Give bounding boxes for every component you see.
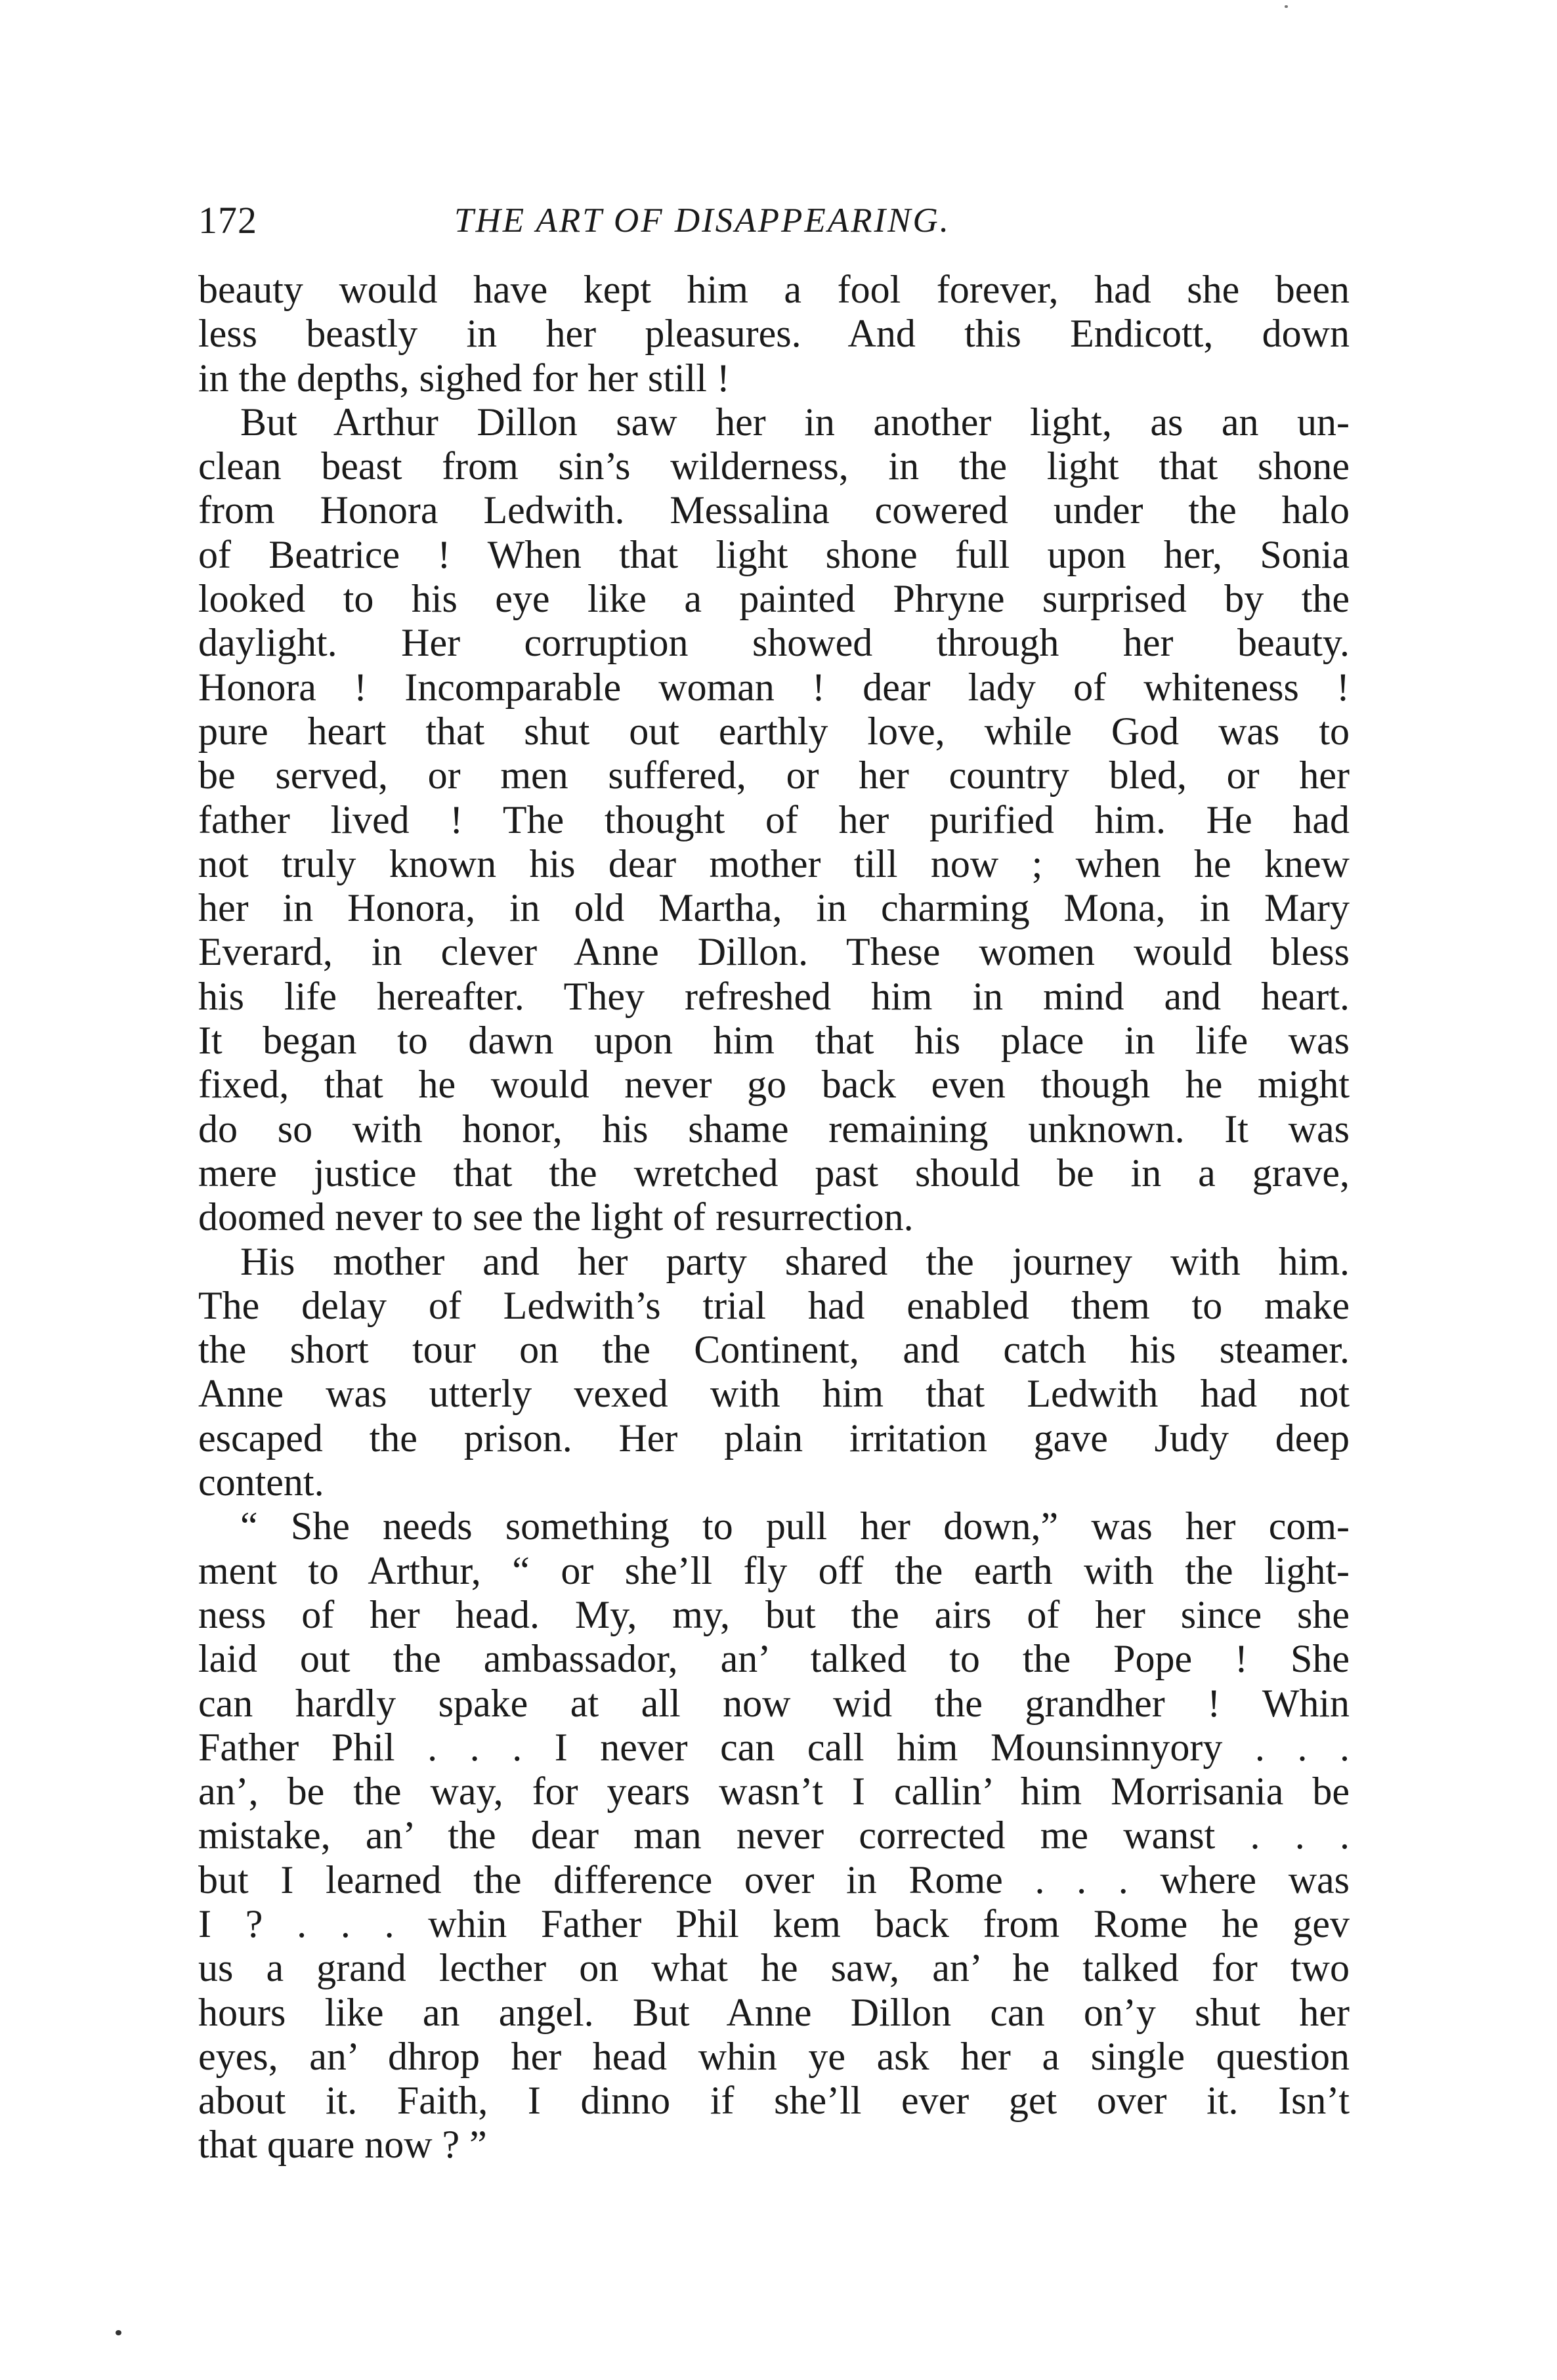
text-line: His mother and her party shared the journey with him. (240, 1239, 1350, 1283)
running-head (198, 194, 1350, 247)
text-line: that quare now ? ” (198, 2123, 487, 2167)
text-line: It began to dawn upon him that his place in life was (198, 1019, 1350, 1063)
text-line: ness of her head. My, my, but the airs of her since she (198, 1592, 1350, 1636)
text-line: Father Phil . . . I never can call him Mounsinnyory . . . (198, 1725, 1350, 1769)
text-line: eyes, an’ dhrop her head whin ye ask her a single question (198, 2034, 1350, 2078)
text-line: about it. Faith, I dinno if she’ll ever get over it. Isn’t (198, 2079, 1350, 2123)
print-speck (1285, 5, 1288, 8)
text-line: from Honora Ledwith. Messalina cowered under the halo (198, 488, 1350, 532)
text-line: his life hereafter. They refreshed him in mind and heart. (198, 974, 1350, 1018)
text-line: doomed never to see the light of resurrection. (198, 1195, 914, 1239)
page-number: 172 (198, 199, 257, 242)
text-line: daylight. Her corruption showed through her beauty. (198, 621, 1350, 665)
body-text (198, 268, 1350, 2167)
text-line: less beastly in her pleasures. And this Endicott, down (198, 312, 1350, 356)
text-line: Anne was utterly vexed with him that Ledwith had not (198, 1372, 1350, 1416)
text-line: do so with honor, his shame remaining unknown. It was (198, 1107, 1350, 1151)
text-line: clean beast from sin’s wilderness, in the light that shone (198, 444, 1350, 488)
text-line: the short tour on the Continent, and catch his steamer. (198, 1328, 1350, 1372)
text-line: us a grand lecther on what he saw, an’ he talked for two (198, 1946, 1350, 1990)
text-line: an’, be the way, for years wasn’t I callin’ him Morrisania be (198, 1770, 1350, 1814)
text-line: mere justice that the wretched past should be in a grave, (198, 1151, 1350, 1195)
text-line: be served, or men suffered, or her country bled, or her (198, 754, 1350, 797)
text-line: content. (198, 1460, 324, 1504)
text-line: father lived ! The thought of her purified him. He had (198, 797, 1350, 841)
text-line: beauty would have kept him a fool forever, had she been (198, 268, 1350, 311)
text-line: Everard, in clever Anne Dillon. These women would bless (198, 930, 1350, 974)
text-line: but I learned the difference over in Rome . . . where was (198, 1858, 1350, 1902)
text-line: hours like an angel. But Anne Dillon can on’y shut her (198, 1990, 1350, 2034)
text-line: escaped the prison. Her plain irritation gave Judy deep (198, 1416, 1350, 1460)
text-line: of Beatrice ! When that light shone full upon her, Sonia (198, 532, 1350, 576)
text-line: pure heart that shut out earthly love, while God was to (198, 709, 1350, 753)
text-line: Honora ! Incomparable woman ! dear lady of whiteness ! (198, 665, 1350, 709)
text-line: in the depths, sighed for her still ! (198, 356, 730, 400)
print-speck (116, 2330, 121, 2335)
text-line: not truly known his dear mother till now ; when he knew (198, 841, 1350, 885)
text-line: looked to his eye like a painted Phryne surprised by the (198, 577, 1350, 621)
text-line: can hardly spake at all now wid the grandher ! Whin (198, 1681, 1350, 1725)
text-line: mistake, an’ the dear man never corrected me wanst . . . (198, 1814, 1350, 1858)
running-title: THE ART OF DISAPPEARING. (454, 202, 951, 240)
text-line: I ? . . . whin Father Phil kem back from Rome he gev (198, 1902, 1350, 1945)
text-line: ment to Arthur, “ or she’ll fly off the earth with the light- (198, 1548, 1350, 1592)
text-line: “ She needs something to pull her down,” was her com- (240, 1504, 1350, 1548)
text-line: fixed, that he would never go back even though he might (198, 1063, 1350, 1107)
text-line: her in Honora, in old Martha, in charming Mona, in Mary (198, 886, 1350, 930)
text-line: The delay of Ledwith’s trial had enabled them to make (198, 1283, 1350, 1327)
text-line: But Arthur Dillon saw her in another light, as an un- (240, 400, 1350, 444)
text-line: laid out the ambassador, an’ talked to the Pope ! She (198, 1637, 1350, 1681)
